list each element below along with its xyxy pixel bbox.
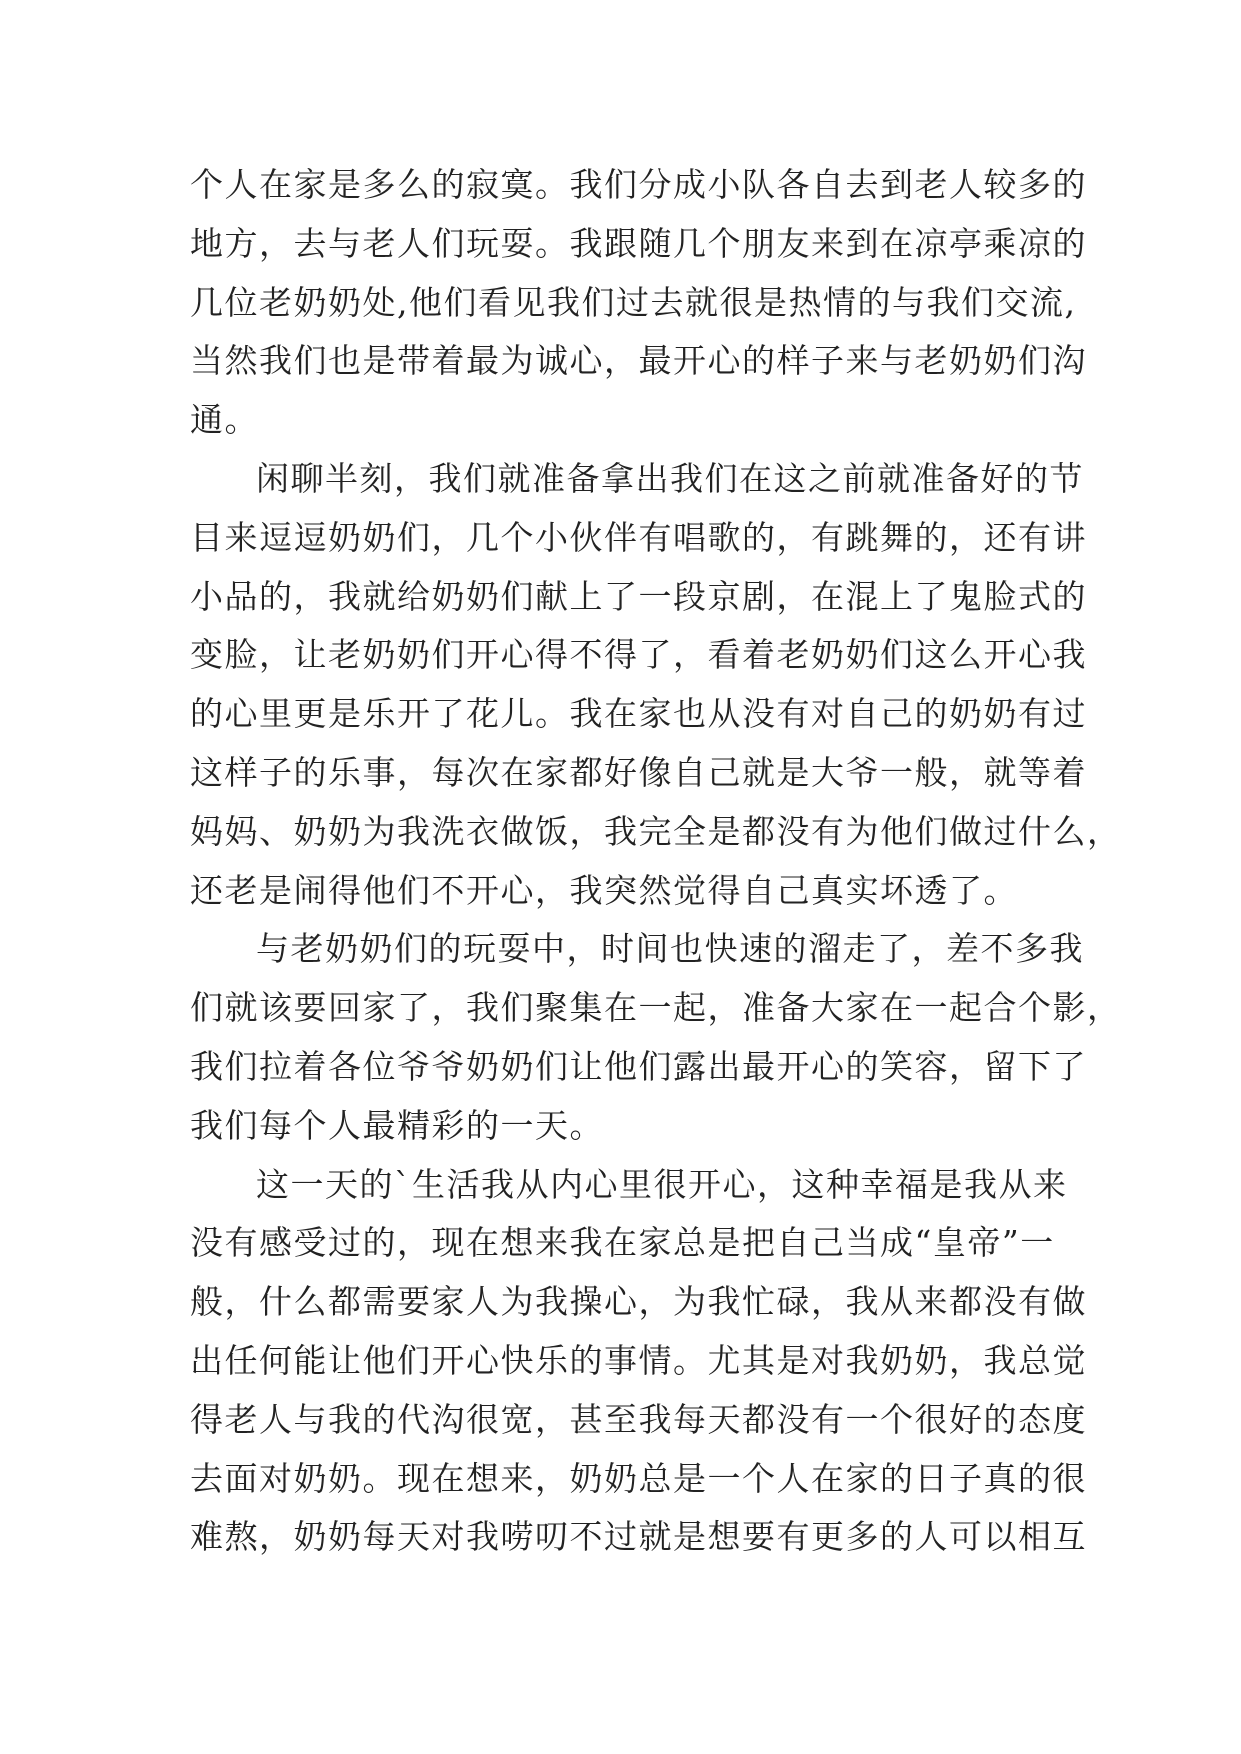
text-line: 这一天的`生活我从内心里很开心，这种幸福是我从来	[256, 1164, 1068, 1204]
text-line: 去面对奶奶。现在想来，奶奶总是一个人在家的日子真的很	[190, 1458, 1087, 1498]
text-line: 出任何能让他们开心快乐的事情。尤其是对我奶奶，我总觉	[190, 1340, 1087, 1380]
text-line: 这样子的乐事，每次在家都好像自己就是大爷一般，就等着	[190, 752, 1087, 792]
text-line: 个人在家是多么的寂寞。我们分成小队各自去到老人较多的	[190, 165, 1087, 204]
document-body	[190, 156, 1122, 1567]
text-line: 我们拉着各位爷爷奶奶们让他们露出最开心的笑容，留下了	[190, 1046, 1087, 1086]
text-line: 变脸，让老奶奶们开心得不得了，看着老奶奶们这么开心我	[190, 635, 1087, 675]
text-line: 般，什么都需要家人为我操心，为我忙碌，我从来都没有做	[190, 1282, 1087, 1322]
text-line: 小品的，我就给奶奶们献上了一段京剧，在混上了鬼脸式的	[190, 576, 1087, 616]
text-line: 还老是闹得他们不开心，我突然觉得自己真实坏透了。	[190, 870, 1018, 910]
text-line: 几位老奶奶处,他们看见我们过去就很是热情的与我们交流,	[190, 282, 1077, 322]
text-line: 们就该要回家了，我们聚集在一起，准备大家在一起合个影，	[190, 988, 1122, 1028]
text-line: 妈妈、奶奶为我洗衣做饭，我完全是都没有为他们做过什么，	[190, 811, 1122, 851]
text-line: 没有感受过的，现在想来我在家总是把自己当成“皇帝”一	[190, 1223, 1055, 1263]
text-line: 我们每个人最精彩的一天。	[190, 1105, 604, 1145]
text-line: 难熬，奶奶每天对我唠叨不过就是想要有更多的人可以相互	[190, 1517, 1087, 1557]
text-line: 目来逗逗奶奶们，几个小伙伴有唱歌的，有跳舞的，还有讲	[190, 517, 1087, 557]
text-line: 地方，去与老人们玩耍。我跟随几个朋友来到在凉亭乘凉的	[190, 223, 1087, 263]
text-line: 闲聊半刻，我们就准备拿出我们在这之前就准备好的节	[256, 458, 1084, 498]
text-line: 与老奶奶们的玩耍中，时间也快速的溜走了，差不多我	[256, 929, 1084, 969]
text-line: 当然我们也是带着最为诚心，最开心的样子来与老奶奶们沟	[190, 341, 1087, 381]
text-line: 通。	[190, 400, 259, 440]
text-line: 的心里更是乐开了花儿。我在家也从没有对自己的奶奶有过	[190, 694, 1087, 734]
text-line: 得老人与我的代沟很宽，甚至我每天都没有一个很好的态度	[190, 1399, 1087, 1439]
